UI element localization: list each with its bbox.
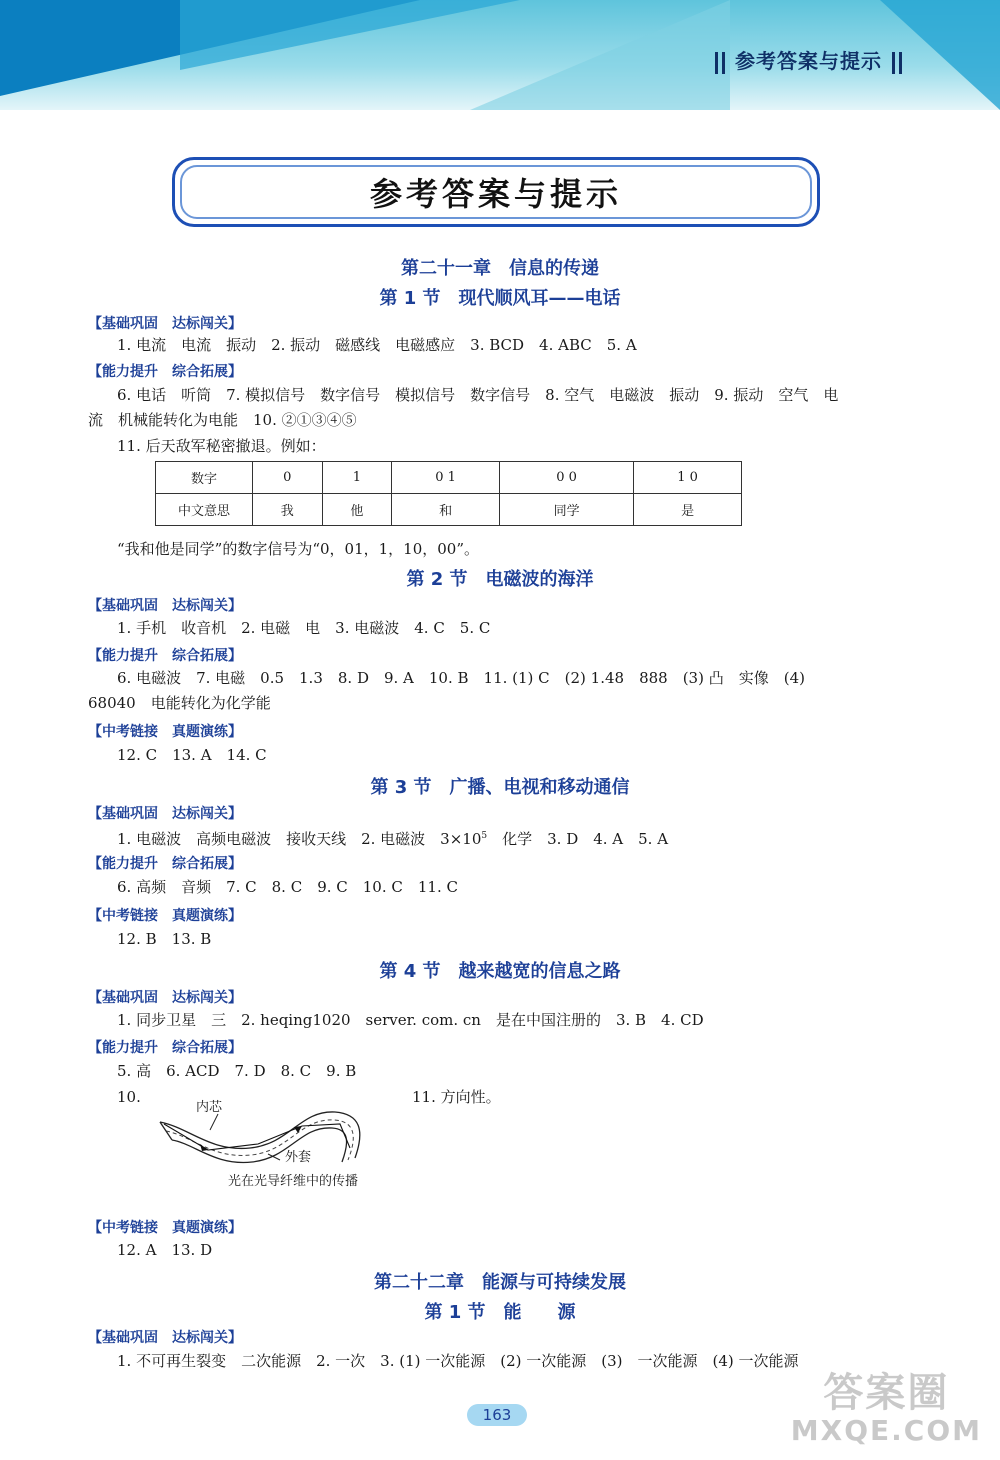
answer-line: 1. 电磁波 高频电磁波 接收天线 2. 电磁波 $3\times 10^5$ 化学 3. D 4. A 5. A: [117, 830, 669, 848]
answer-line: “我和他是同学”的数字信号为“0，01，1，10，00”。: [117, 540, 480, 558]
answer-line: 1. 手机 收音机 2. 电磁 电 3. 电磁波 4. C 5. C: [117, 619, 491, 637]
table-cell: 我: [253, 494, 323, 526]
label-exam: 【中考链接 真题演练】: [88, 724, 242, 740]
label-basic: 【基础巩固 达标闯关】: [88, 990, 242, 1006]
header-band: [0, 0, 1000, 110]
table-cell: 0 1: [392, 462, 500, 494]
answer-line: 1. 同步卫星 三 2. heqing1020 server. com. cn 是在中国注册的 3. B 4. CD: [117, 1011, 704, 1029]
section-title: 第 1 节 现代顺风耳——电话: [379, 288, 621, 309]
answer-line: 1. 电流 电流 振动 2. 振动 磁感线 电磁感应 3. BCD 4. ABC 5. A: [117, 336, 637, 354]
label-ability: 【能力提升 综合拓展】: [88, 648, 242, 664]
answer-line: 68040 电能转化为化学能: [88, 694, 271, 712]
answer-line: 11. 后天敌军秘密撤退。例如：: [117, 437, 326, 455]
title-banner: [172, 157, 820, 227]
label-basic: 【基础巩固 达标闯关】: [88, 806, 242, 822]
answer-line: 11. 方向性。: [412, 1088, 501, 1106]
table-cell: 1 0: [634, 462, 742, 494]
answer-line: 1. 不可再生裂变 二次能源 2. 一次 3. (1) 一次能源 (2) 一次能源 (3) 一次能源 (4) 一次能源: [117, 1352, 799, 1370]
label-ability: 【能力提升 综合拓展】: [88, 1040, 242, 1056]
answer-line: 流 机械能转化为电能 10. ②①③④⑤: [88, 411, 357, 429]
watermark-line1: 答案圈: [823, 1370, 950, 1416]
label-ability: 【能力提升 综合拓展】: [88, 364, 242, 380]
answer-line: 12. C 13. A 14. C: [117, 746, 267, 764]
section-title: 第 2 节 电磁波的海洋: [406, 569, 594, 590]
fiber-caption: 光在光导纤维中的传播: [228, 1174, 359, 1189]
answer-line: 6. 电磁波 7. 电磁 0.5 1.3 8. D 9. A 10. B 11. (1) C (2) 1.48 888 (3) 凸 实像 (4): [117, 669, 805, 687]
table-cell: 他: [322, 494, 392, 526]
table-cell: 中文意思: [156, 494, 253, 526]
section-title: 第 3 节 广播、电视和移动通信: [370, 777, 630, 798]
fiber-jacket-label: 外套: [285, 1150, 312, 1165]
table-row: [156, 494, 742, 526]
table-cell: 同学: [500, 494, 634, 526]
watermark-line2: MXQE.COM: [790, 1414, 982, 1447]
table-cell: 0 0: [500, 462, 634, 494]
code-table: [155, 461, 742, 526]
chapter-title: 第二十一章 信息的传递: [401, 258, 599, 279]
section-title: 第 4 节 越来越宽的信息之路: [379, 961, 621, 982]
answer-line: 12. B 13. B: [117, 930, 212, 948]
label-basic: 【基础巩固 达标闯关】: [88, 598, 242, 614]
header-tag-text: 参考答案与提示: [735, 49, 883, 73]
label-basic: 【基础巩固 达标闯关】: [88, 1330, 242, 1346]
watermark: [791, 1370, 982, 1446]
table-cell: 0: [253, 462, 323, 494]
fiber-diagram: [150, 1100, 390, 1170]
label-exam: 【中考链接 真题演练】: [88, 908, 242, 924]
chapter-title: 第二十二章 能源与可持续发展: [374, 1272, 626, 1293]
table-row: [156, 462, 742, 494]
section-title: 第 1 节 能 源: [424, 1302, 576, 1323]
label-ability: 【能力提升 综合拓展】: [88, 856, 242, 872]
table-cell: 数字: [156, 462, 253, 494]
header-tag: [699, 44, 918, 78]
answer-line: 5. 高 6. ACD 7. D 8. C 9. B: [117, 1062, 357, 1080]
question-number: 10.: [117, 1088, 141, 1106]
fiber-figure: [150, 1100, 390, 1192]
table-cell: 1: [322, 462, 392, 494]
label-basic: 【基础巩固 达标闯关】: [88, 316, 242, 332]
page-number: 163: [467, 1404, 527, 1426]
answer-line: 6. 高频 音频 7. C 8. C 9. C 10. C 11. C: [117, 878, 458, 896]
label-exam: 【中考链接 真题演练】: [88, 1220, 242, 1236]
table-cell: 是: [634, 494, 742, 526]
fiber-core-label: 内芯: [196, 1100, 223, 1115]
answer-line: 12. A 13. D: [117, 1241, 213, 1259]
table-cell: 和: [392, 494, 500, 526]
page-title: 参考答案与提示: [369, 175, 622, 213]
answer-line: 6. 电话 听筒 7. 模拟信号 数字信号 模拟信号 数字信号 8. 空气 电磁波 振动 9. 振动 空气 电: [117, 386, 839, 404]
